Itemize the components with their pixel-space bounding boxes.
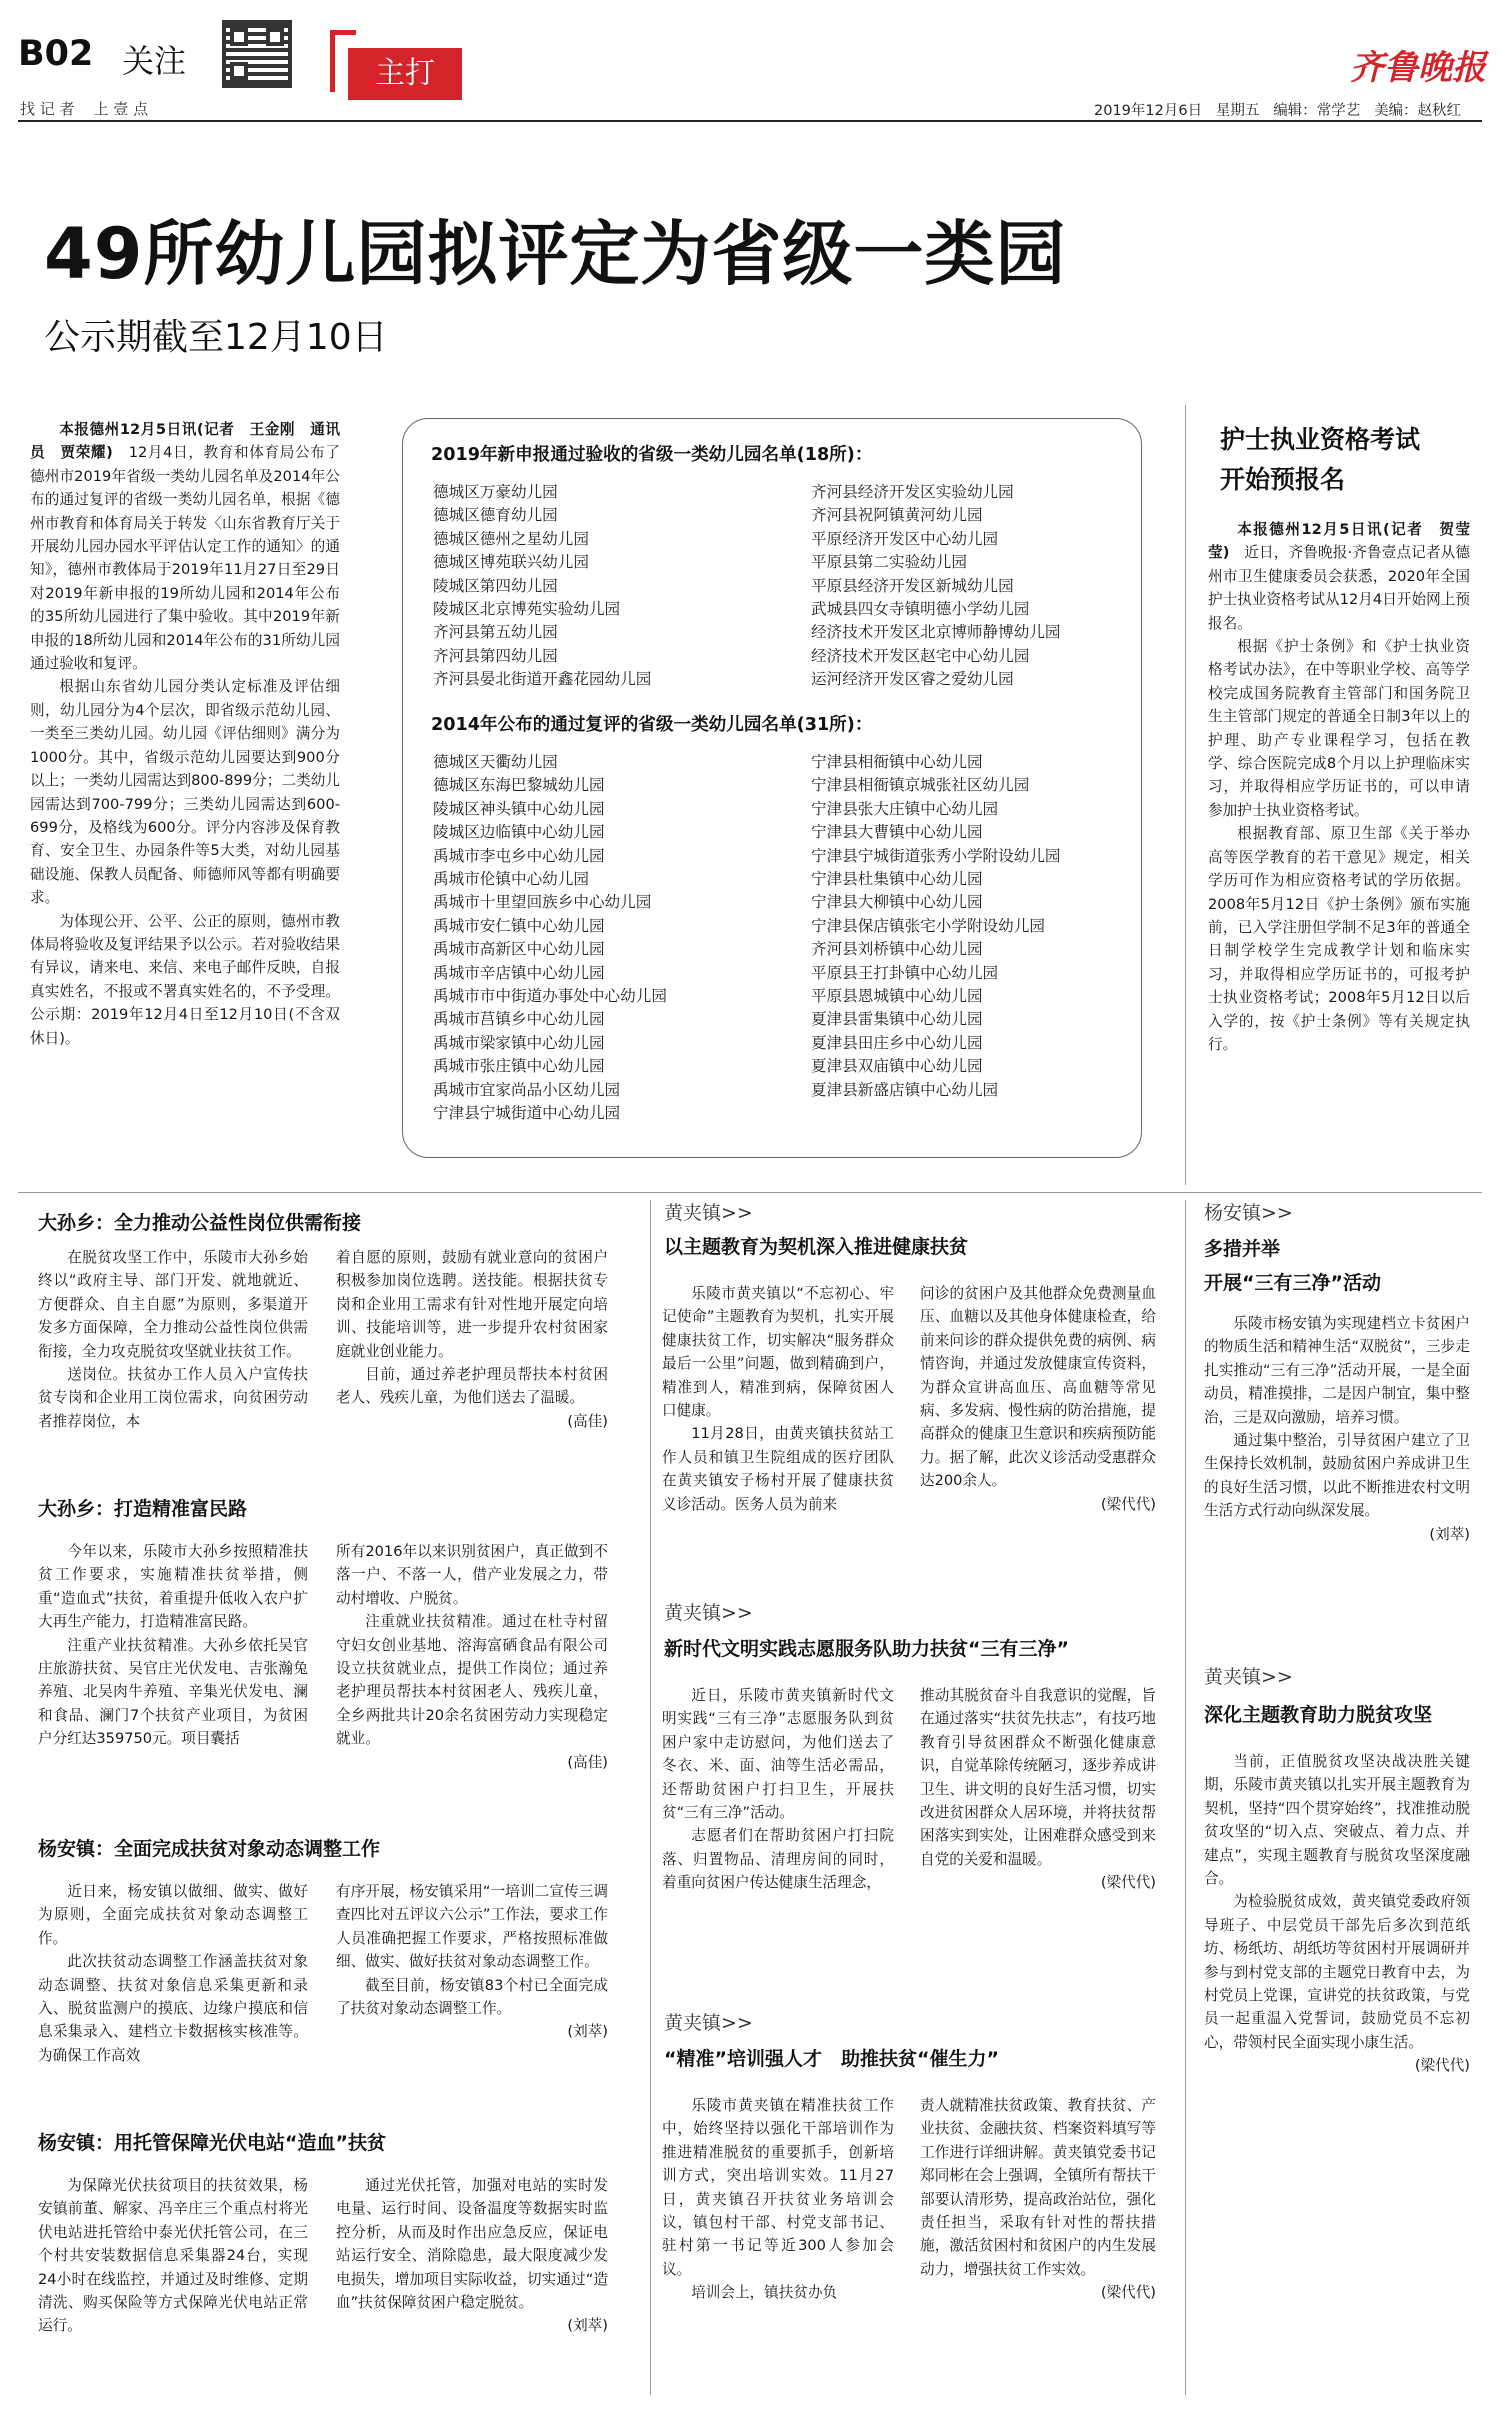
list-item: 陵城区第四幼儿园 — [433, 576, 558, 595]
column-divider — [1185, 405, 1186, 1185]
list-item: 陵城区边临镇中心幼儿园 — [433, 823, 605, 842]
list-item: 德城区万豪幼儿园 — [433, 483, 558, 501]
list-item: 德城区博苑联兴幼儿园 — [433, 553, 589, 572]
list-item: 德城区德州之星幼儿园 — [433, 529, 589, 548]
list-item: 宁津县大曹镇中心幼儿园 — [811, 823, 983, 842]
lead-dateline: 本报德州12月5日讯(记者 王金刚 通讯员 贾荣耀) — [30, 421, 340, 462]
list-item: 宁津县张大庄镇中心幼儿园 — [811, 799, 999, 818]
list-item: 宁津县相衙镇中心幼儿园 — [811, 753, 983, 771]
issue-weekday: 星期五 — [1215, 103, 1260, 119]
list-item: 禹城市十里望回族乡中心幼儿园 — [433, 893, 652, 912]
paragraph: 乐陵市黄夹镇在精准扶贫工作中，始终坚持以强化干部培训作为推进精准脱贫的重要抓手，创新培训方式，突出培训实效。11月27日，黄夹镇召开扶贫业务培训会议，镇包村干部、村党支部书记、驻村第一书记等近300人参加会议。 — [662, 2097, 894, 2278]
paragraph: 今年以来，乐陵市大孙乡按照精准扶贫工作要求，实施精准扶贫举措，侧重“造血式”扶贫，着重提升低收入农户扩大再生产能力，打造精准富民路。 — [38, 1543, 308, 1631]
nurse-para-2: 根据《护士条例》和《护士执业资格考试办法》，在中等职业学校、高等学校完成国务院教育主管部门和国务院卫生主管部门规定的普通全日制3年以上的护理、助产专业课程学习，包括在教学、综合医院完成8个月以上护理临床实习，并取得相应学历证书的，可以申请参加护士执业资格考试。 — [1208, 638, 1470, 819]
issue-designer: 美编：赵秋红 — [1374, 103, 1462, 119]
paragraph: 当前，正值脱贫攻坚决战决胜关键期，乐陵市黄夹镇以扎实开展主题教育为契机，坚持“四个贯穿始终”，找准推动脱贫攻坚的“切入点、突破点、着力点、并建点”，实现主题教育与脱贫攻坚深度融合。 — [1204, 1753, 1470, 1888]
header-divider — [18, 120, 1482, 122]
lead-para-2: 根据山东省幼儿园分类认定标准及评估细则，幼儿园分为4个层次，即省级示范幼儿园、一类至三类幼儿园。幼儿园《评估细则》满分为1000分。其中，省级示范幼儿园要达到900分以上；一类幼儿园需达到800-899分；二类幼儿园需达到700-799分；三类幼儿园需达到600-699分，及格线为600分。评分内容涉及保育教育、安全卫生、办园条件等5大类，对幼儿园基础设施、保教人员配备、师德师风等都有明确要求。 — [30, 678, 340, 907]
qr-code-icon[interactable] — [222, 20, 292, 88]
issue-editor: 编辑：常学艺 — [1273, 103, 1361, 119]
nurse-para-3: 根据教育部、原卫生部《关于举办高等医学教育的若干意见》规定，相关学历可作为相应资格考试的学历依据。2008年5月12日《护士条例》颁布实施前，已入学注册但学制不足3年的普通全日制学校学生完成教学计划和临床实习，并取得相应学历证书的，可报考护士执业资格考试；2008年5月12日以后入学的，按《护士条例》等有关规定执行。 — [1208, 825, 1470, 1053]
list-item: 德城区天衢幼儿园 — [433, 753, 558, 771]
newspaper-logo: 齐鲁晚报 — [1350, 48, 1486, 88]
list-item: 宁津县大柳镇中心幼儿园 — [811, 893, 983, 912]
article-b1-left — [662, 1282, 894, 1516]
paragraph: 注重就业扶贫精准。通过在杜寺村留守妇女创业基地、溶海富硒食品有限公司设立扶贫就业点，提供工作岗位；通过养老护理员帮扶本村贫困老人、残疾儿童，全乡两批共计20余名贫困劳动力实现稳定就业。 — [336, 1613, 608, 1748]
list-item: 夏津县田庄乡中心幼儿园 — [811, 1033, 983, 1052]
list-item: 齐河县第五幼儿园 — [433, 623, 558, 642]
article-a3-right — [336, 1880, 608, 2044]
paragraph: 乐陵市黄夹镇以“不忘初心、牢记使命”主题教育为契机，扎实开展健康扶贫工作，切实解决“服务群众最后一公里”问题，做到精确到户，精准到人，精准到病，保障贫困人口健康。 — [662, 1285, 894, 1420]
lead-para-3: 为体现公开、公平、公正的原则，德州市教体局将验收及复评结果予以公示。若对验收结果有异议，请来电、来信、来电子邮件反映，自报真实姓名，不报或不署真实姓名的，不予受理。公示期：2019年12月4日至12月10日(不含双休日)。 — [30, 912, 340, 1047]
article-a1-title: 大孙乡：全力推动公益性岗位供需衔接 — [38, 1212, 362, 1234]
paragraph: 此次扶贫动态调整工作涵盖扶贫对象动态调整、扶贫对象信息采集更新和录入、脱贫监测户的摸底、边缘户摸底和信息采集录入、建档立卡数据核实核准等。为确保工作高效 — [38, 1953, 308, 2064]
list-2014-title: 2014年公布的通过复评的省级一类幼儿园名单(31所)： — [431, 715, 873, 735]
list-item: 夏津县双庙镇中心幼儿园 — [811, 1057, 983, 1076]
list-item: 夏津县雷集镇中心幼儿园 — [811, 1010, 983, 1029]
paragraph: 培训会上，镇扶贫办负 — [691, 2284, 838, 2302]
article-b3-right — [920, 2094, 1156, 2305]
article-b2-town: 黄夹镇>> — [664, 1602, 753, 1624]
paragraph: 送岗位。扶贫办工作人员入户宣传扶贫专岗和企业用工岗位需求，向贫困劳动者推荐岗位，本 — [38, 1366, 308, 1430]
list-item: 陵城区北京博苑实验幼儿园 — [433, 600, 621, 619]
list-item: 平原县第二实验幼儿园 — [811, 553, 967, 572]
list-item: 运河经济开发区睿之爱幼儿园 — [811, 670, 1014, 689]
article-a3-left — [38, 1880, 308, 2067]
article-a4-left — [38, 2174, 308, 2338]
article-a1-right — [336, 1246, 608, 1433]
article-a4-title: 杨安镇：用托管保障光伏电站“造血”扶贫 — [38, 2132, 386, 2154]
article-c1-title-line1: 多措并举 — [1204, 1238, 1281, 1260]
byline: (高佳) — [567, 1412, 608, 1430]
list-2014-left — [433, 751, 667, 1126]
list-item: 齐河县晏北街道开鑫花园幼儿园 — [433, 670, 652, 689]
list-item: 陵城区神头镇中心幼儿园 — [433, 799, 605, 818]
article-b2-title: 新时代文明实践志愿服务队助力扶贫“三有三净” — [664, 1638, 1069, 1660]
list-item: 平原经济开发区中心幼儿园 — [811, 529, 999, 548]
article-b1-title: 以主题教育为契机深入推进健康扶贫 — [664, 1236, 969, 1258]
list-item: 平原县王打卦镇中心幼儿园 — [811, 963, 999, 982]
paragraph: 近日来，杨安镇以做细、做实、做好为原则，全面完成扶贫对象动态调整工作。 — [38, 1883, 308, 1947]
paragraph: 近日，乐陵市黄夹镇新时代文明实践“三有三净”志愿服务队到贫困户家中走访慰问，为他们送去了冬衣、米、面、油等生活必需品，还帮助贫困户打扫卫生，开展扶贫“三有三净”活动。 — [662, 1687, 894, 1822]
byline: (梁代代) — [1100, 2284, 1156, 2302]
list-item: 德城区德育幼儿园 — [433, 506, 558, 525]
article-c1-body — [1204, 1312, 1470, 1546]
byline: (高佳) — [567, 1753, 608, 1771]
article-b3-title: “精准”培训强人才 助推扶贫“催生力” — [664, 2048, 999, 2070]
paragraph: 志愿者们在帮助贫困户打扫院落、归置物品、清理房间的同时，着重向贫困户传达健康生活理念， — [662, 1827, 894, 1892]
paragraph: 责人就精准扶贫政策、教育扶贫、产业扶贫、金融扶贫、档案资料填写等工作进行详细讲解。黄夹镇党委书记郑同彬在会上强调，全镇所有帮扶干部要认清形势，提高政治站位，强化责任担当，采取有针对性的帮扶措施，激活贫困村和贫困户的内生发展动力，增强扶贫工作实效。 — [920, 2097, 1156, 2278]
paragraph: 推动其脱贫奋斗自我意识的觉醒，旨在通过落实“扶贫先扶志”，有技巧地教育引导贫困群众不断强化健康意识，自觉革除传统陋习，逐步养成讲卫生、讲文明的良好生活习惯，切实改进贫困群众人居环境，并将扶贫帮困落实到实处，让困难群众感受到来自党的关爱和温暖。 — [920, 1687, 1156, 1868]
byline: (梁代代) — [1100, 1874, 1156, 1892]
section-name: 关注 — [122, 42, 187, 80]
section-divider — [18, 1192, 1482, 1193]
column-tag — [348, 48, 462, 100]
article-b2-left — [662, 1684, 894, 1895]
list-item: 齐河县经济开发区实验幼儿园 — [811, 483, 1014, 501]
page-number: B02 — [18, 34, 94, 74]
list-item: 齐河县祝阿镇黄河幼儿园 — [811, 506, 983, 525]
column-divider — [1185, 1200, 1186, 2395]
nurse-article — [1208, 518, 1470, 1056]
byline: (刘萃) — [1429, 1525, 1470, 1543]
list-item: 禹城市辛店镇中心幼儿园 — [433, 963, 605, 982]
list-item: 武城县四女寺镇明德小学幼儿园 — [811, 600, 1030, 619]
byline: (梁代代) — [1414, 2057, 1470, 2075]
article-b3-town: 黄夹镇>> — [664, 2012, 753, 2034]
paragraph: 在脱贫攻坚工作中，乐陵市大孙乡始终以“政府主导、部门开发、就地就近、方便群众、自主自愿”为原则，多渠道开发多方面保障，全力推动公益性岗位供需衔接，全力攻克脱贫攻坚就业扶贫工作。 — [38, 1249, 308, 1360]
byline: (刘萃) — [567, 2317, 608, 2335]
lead-headline: 49所幼儿园拟评定为省级一类园 — [44, 213, 1067, 295]
paragraph: 截至目前，杨安镇83个村已全面完成了扶贫对象动态调整工作。 — [336, 1976, 608, 2018]
paragraph: 通过集中整治，引导贫困户建立了卫生保持长效机制，鼓励贫困户养成讲卫生的良好生活习惯，以此不断推进农村文明生活方式行动向纵深发展。 — [1204, 1432, 1470, 1520]
list-item: 禹城市梁家镇中心幼儿园 — [433, 1033, 605, 1052]
nurse-dateline: 本报德州12月5日讯(记者 贺莹莹) — [1208, 521, 1470, 562]
lead-para-1: 本报德州12月5日讯(记者 王金刚 通讯员 贾荣耀) 12月4日，教育和体育局公布了德州市2019年省级一类幼儿园名单及2014年公布的通过复评的省级一类幼儿园名单，根据《德州市教育和体育局关于转发〈山东省教育厅关于开展幼儿园办园水平评估认定工作的通知〉的通知》，德州市教体局于2019年11月27日至29日对2019年新申报的19所幼儿园和2014年公布的35所幼儿园进行了集中验收。其中2019年新申报的18所幼儿园和2014年公布的31所幼儿园通过验收和复评。 — [30, 421, 341, 673]
nurse-title-line1: 护士执业资格考试 — [1220, 425, 1421, 454]
list-item: 经济技术开发区北京博师静博幼儿园 — [811, 623, 1061, 642]
article-b1-town: 黄夹镇>> — [664, 1202, 753, 1224]
paragraph: 有序开展，杨安镇采用“一培训二宣传三调查四比对五评议六公示”工作法，要求工作人员准确把握工作要求，严格按照标准做细、做实、做好扶贫对象动态调整工作。 — [336, 1883, 608, 1971]
list-item: 禹城市莒镇乡中心幼儿园 — [433, 1010, 605, 1029]
list-2019-left — [433, 481, 651, 692]
paragraph: 着自愿的原则，鼓励有就业意向的贫困户积极参加岗位选聘。送技能。根据扶贫专岗和企业用工需求有针对性地开展定向培训、技能培训等，进一步提升农村贫困家庭就业创业能力。 — [336, 1249, 608, 1360]
list-item: 齐河县第四幼儿园 — [433, 646, 558, 665]
nurse-title-line2: 开始预报名 — [1220, 465, 1346, 494]
list-item: 禹城市高新区中心幼儿园 — [433, 940, 605, 959]
byline: (刘萃) — [567, 2023, 608, 2041]
column-tag-label: 主打 — [375, 56, 435, 91]
list-item: 宁津县相衙镇京城张社区幼儿园 — [811, 776, 1030, 795]
paragraph: 目前，通过养老护理员帮扶本村贫困老人、残疾儿童，为他们送去了温暖。 — [336, 1366, 608, 1407]
list-item: 禹城市安仁镇中心幼儿园 — [433, 916, 605, 935]
article-a2-left — [38, 1540, 308, 1751]
nurse-para-1: 本报德州12月5日讯(记者 贺莹莹) 近日，齐鲁晚报·齐鲁壹点记者从德州市卫生健康委员会获悉，2020年全国护士执业资格考试从12月4日开始网上预报名。 — [1208, 521, 1471, 632]
paragraph: 通过光伏托管，加强对电站的实时发电量、运行时间、设备温度等数据实时监控分析，从而及时作出应急反应，保证电站运行安全、消除隐患，最大限度减少发电损失，增加项目实际收益，切实通过“造血”扶贫保障贫困户稳定脱贫。 — [336, 2177, 608, 2312]
list-item: 经济技术开发区赵宅中心幼儿园 — [811, 646, 1030, 665]
article-c1-title-line2: 开展“三有三净”活动 — [1204, 1272, 1381, 1294]
list-2014-right — [811, 751, 1061, 1102]
nurse-title — [1220, 420, 1420, 500]
list-2019-title: 2019年新申报通过验收的省级一类幼儿园名单(18所)： — [431, 445, 873, 465]
paragraph: 所有2016年以来识别贫困户，真正做到不落一户、不落一人，借产业发展之力，带动村增收、户脱贫。 — [336, 1543, 608, 1607]
list-2019-right — [811, 481, 1061, 692]
list-item: 禹城市宜家尚品小区幼儿园 — [433, 1080, 621, 1099]
list-item: 德城区东海巴黎城幼儿园 — [433, 776, 605, 795]
list-item: 平原县经济开发区新城幼儿园 — [811, 576, 1014, 595]
article-c2-town: 黄夹镇>> — [1204, 1666, 1293, 1688]
article-c1-town: 杨安镇>> — [1204, 1202, 1293, 1224]
article-c1-title — [1204, 1232, 1381, 1300]
paragraph: 为检验脱贫成效，黄夹镇党委政府领导班子、中层党员干部先后多次到范纸坊、杨纸坊、胡纸坊等贫困村开展调研并参与到村党支部的主题党日教育中去，为村党员上党课，宣讲党的扶贫政策，与党员一起重温入党誓词，鼓励党员不忘初心，带领村民全面实现小康生活。 — [1204, 1893, 1470, 2051]
paragraph: 11月28日，由黄夹镇扶贫站工作人员和镇卫生院组成的医疗团队在黄夹镇安子杨村开展了健康扶贫义诊活动。医务人员为前来 — [662, 1425, 894, 1513]
list-item: 禹城市张庄镇中心幼儿园 — [433, 1057, 605, 1076]
list-item: 夏津县新盛店镇中心幼儿园 — [811, 1080, 999, 1099]
article-c2-title: 深化主题教育助力脱贫攻坚 — [1204, 1704, 1433, 1726]
issue-info — [1094, 99, 1461, 120]
article-b2-right — [920, 1684, 1156, 1895]
paragraph: 为保障光伏扶贫项目的扶贫效果，杨安镇前董、解家、冯辛庄三个重点村将光伏电站进托管给中泰光伏托管公司，在三个村共安装数据信息采集器24台，实现24小时在线监控，并通过及时维修、定期清洗、购买保险等方式保障光伏电站正常运行。 — [38, 2177, 308, 2335]
list-item: 齐河县刘桥镇中心幼儿园 — [811, 940, 983, 959]
issue-date: 2019年12月6日 — [1094, 103, 1203, 119]
list-item: 宁津县杜集镇中心幼儿园 — [811, 870, 983, 889]
list-item: 宁津县保店镇张宅小学附设幼儿园 — [811, 916, 1045, 935]
article-a1-left — [38, 1246, 308, 1433]
kindergarten-list-box — [402, 418, 1142, 1158]
paragraph: 问诊的贫困户及其他群众免费测量血压、血糖以及其他身体健康检查，给前来问诊的群众提供免费的病例、病情咨询，并通过发放健康宣传资料，为群众宣讲高血压、高血糖等常见病、多发病、慢性病的防治措施，提高群众的健康卫生意识和疾病预防能力。据了解，此次义诊活动受惠群众达200余人。 — [920, 1285, 1156, 1490]
list-item: 禹城市伦镇中心幼儿园 — [433, 870, 589, 889]
article-a2-right — [336, 1540, 608, 1774]
paragraph: 乐陵市杨安镇为实现建档立卡贫困户的物质生活和精神生活“双脱贫”，三步走扎实推动“三有三净”活动开展，一是全面动员，精准摸排，二是因户制宜，集中整治，三是双向激励，培养习惯。 — [1204, 1315, 1470, 1426]
article-a2-title: 大孙乡：打造精准富民路 — [38, 1498, 248, 1520]
lead-article — [30, 418, 340, 1050]
list-item: 宁津县宁城街道中心幼儿园 — [433, 1104, 621, 1123]
list-item: 禹城市市中街道办事处中心幼儿园 — [433, 987, 667, 1006]
byline: (梁代代) — [1100, 1495, 1156, 1513]
column-divider — [650, 1200, 651, 2395]
article-b1-right — [920, 1282, 1156, 1516]
lead-subhead: 公示期截至12月10日 — [44, 317, 388, 358]
article-a4-right — [336, 2174, 608, 2338]
list-item: 禹城市李屯乡中心幼儿园 — [433, 846, 605, 865]
article-a3-title: 杨安镇：全面完成扶贫对象动态调整工作 — [38, 1838, 381, 1860]
list-item: 平原县恩城镇中心幼儿园 — [811, 987, 983, 1006]
list-item: 宁津县宁城街道张秀小学附设幼儿园 — [811, 846, 1061, 865]
article-c2-body — [1204, 1750, 1470, 2078]
article-b3-left — [662, 2094, 894, 2305]
paragraph: 注重产业扶贫精准。大孙乡依托吴官庄旅游扶贫、吴官庄光伏发电、吉张瀚兔养殖、北吴肉牛养殖、辛集光伏发电、澜和食品、澜门7个扶贫产业项目，为贫困户分红达359750元。项目囊括 — [38, 1636, 308, 1748]
header-tagline: 找 记 者 上 壹 点 — [20, 100, 149, 118]
